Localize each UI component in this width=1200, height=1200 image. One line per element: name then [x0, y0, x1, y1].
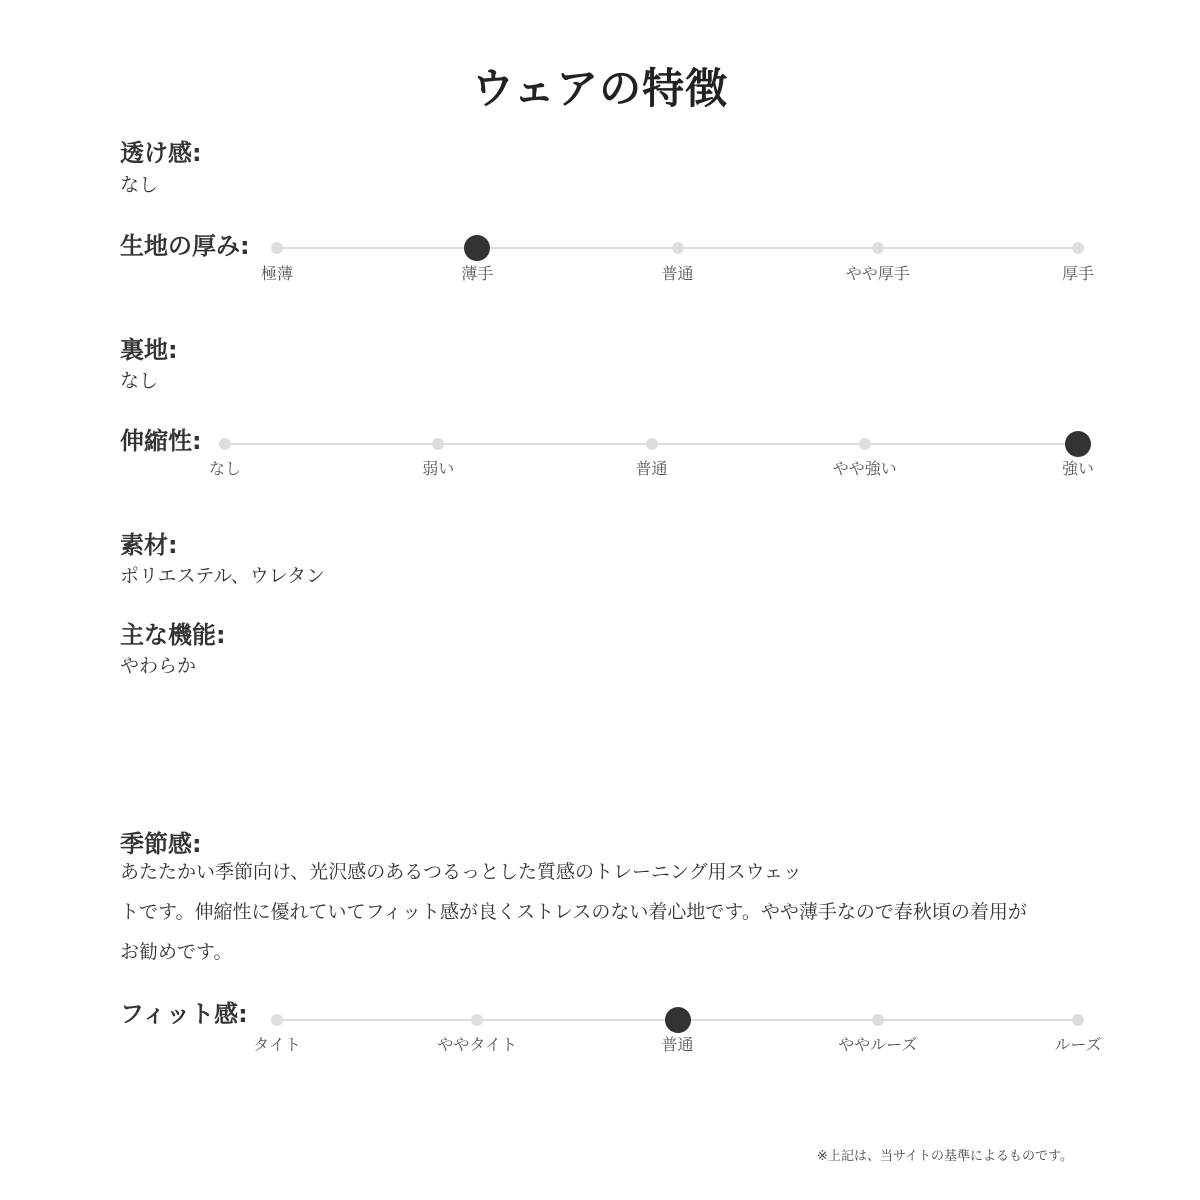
page-title: ウェアの特徴 [471, 64, 729, 113]
transparency-value: なし [120, 174, 159, 196]
thickness-scale-marker-selected [464, 235, 490, 261]
stretch-scale-marker [219, 438, 231, 450]
thickness-scale-option-label: やや厚手 [845, 264, 910, 283]
fit-scale-marker [471, 1014, 483, 1026]
thickness-scale-marker [1072, 242, 1084, 254]
material-label: 素材: [120, 531, 178, 559]
fit-scale-marker [872, 1014, 884, 1026]
fit-scale-marker-selected [665, 1007, 691, 1033]
thickness-scale-marker [872, 242, 884, 254]
thickness-scale-option-label: 厚手 [1061, 264, 1094, 283]
thickness-scale-marker [271, 242, 283, 254]
lining-label: 裏地: [120, 336, 178, 364]
season-line-2: トです。伸縮性に優れていてフィット感が良くストレスのない着心地です。やや薄手なので春秋頃の着用が [120, 901, 1027, 923]
function-label: 主な機能: [120, 621, 226, 649]
thickness-scale-option-label: 普通 [661, 264, 694, 283]
season-description [120, 852, 1080, 972]
function-value: やわらか [120, 655, 197, 677]
stretch-scale-marker [646, 438, 658, 450]
stretch-scale-option-label: 強い [1061, 459, 1094, 478]
stretch-scale-option-label: やや強い [832, 459, 897, 478]
stretch-label: 伸縮性: [120, 427, 202, 455]
fit-scale-option-label: ややルーズ [838, 1035, 918, 1054]
season-line-1: あたたかい季節向け、光沢感のあるつるっとした質感のトレーニング用スウェッ [120, 861, 802, 883]
fit-scale-option-label: 普通 [661, 1035, 694, 1054]
fit-scale-option-label: ややタイト [437, 1035, 518, 1054]
season-line-3: お勧めです。 [120, 941, 233, 963]
stretch-scale-option-label: なし [208, 459, 241, 478]
thickness-scale-option-label: 極薄 [260, 264, 293, 283]
fit-scale-option-label: タイト [253, 1035, 301, 1054]
thickness-label: 生地の厚み: [120, 232, 250, 260]
stretch-scale-option-label: 普通 [635, 459, 668, 478]
stretch-scale-option-label: 弱い [422, 459, 455, 478]
transparency-label: 透け感: [120, 139, 202, 167]
fit-scale-marker [271, 1014, 283, 1026]
material-value: ポリエステル、ウレタン [120, 565, 326, 587]
footnote: ※上記は、当サイトの基準によるものです。 [817, 1149, 1073, 1164]
stretch-scale-marker [859, 438, 871, 450]
fit-scale-option-label: ルーズ [1054, 1035, 1102, 1054]
stretch-scale-marker [432, 438, 444, 450]
stretch-scale-marker-selected [1065, 431, 1091, 457]
thickness-scale-option-label: 薄手 [461, 264, 494, 283]
fit-label: フィット感: [120, 1000, 248, 1028]
season-label: 季節感: [120, 830, 202, 858]
lining-value: なし [120, 370, 159, 392]
fit-scale-marker [1072, 1014, 1084, 1026]
thickness-scale-marker [672, 242, 684, 254]
